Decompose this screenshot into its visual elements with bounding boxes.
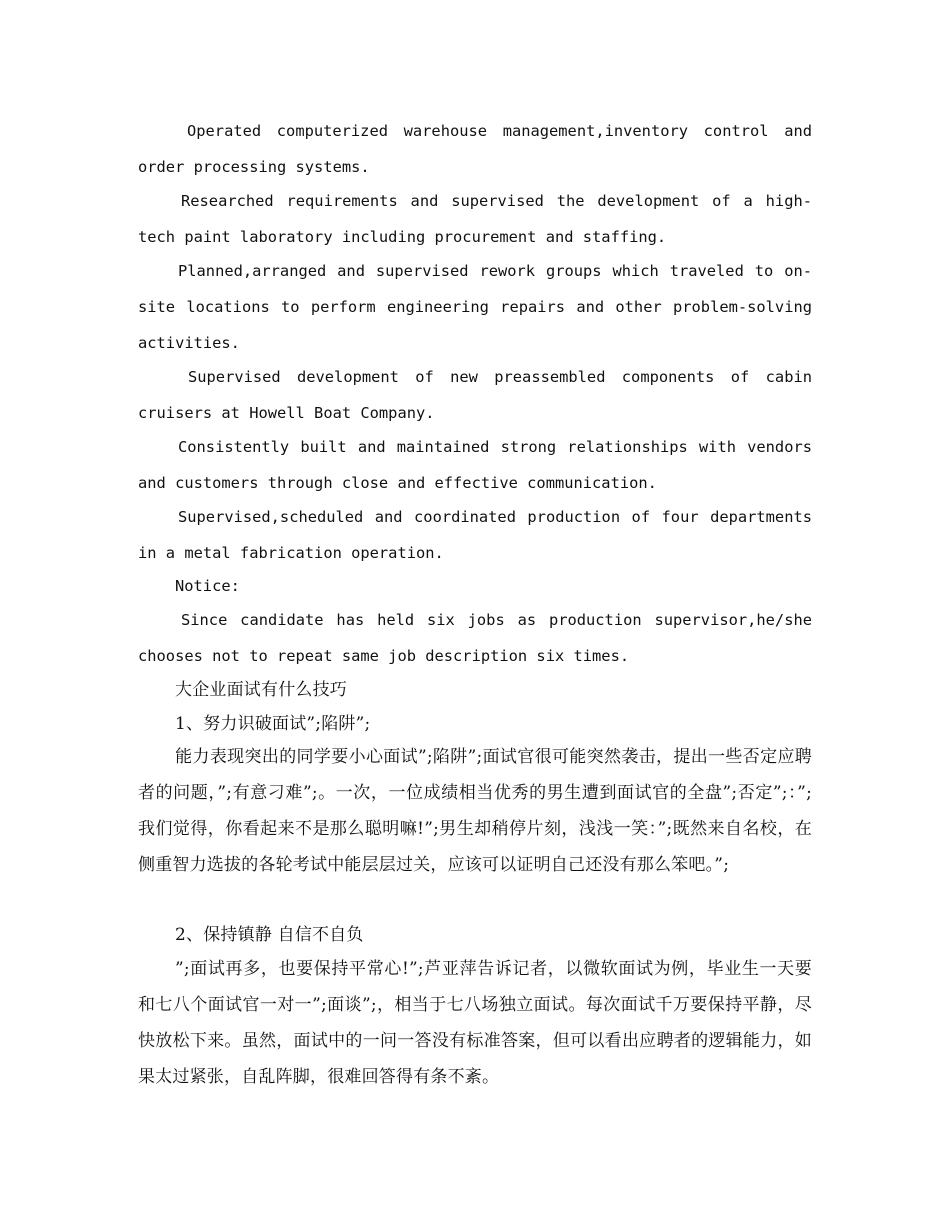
section-title (138, 672, 812, 708)
section-title-text: 大企业面试有什么技巧 (175, 680, 347, 700)
notice-body-text: Since candidate has held six jobs as production supervisor,he/she chooses not to repeat same job description six times. (138, 611, 812, 665)
notice-paragraph (138, 602, 812, 674)
tip-1-heading-text: 1、努力识破面试”;陷阱”; (175, 714, 371, 734)
tip-1-body-text: 能力表现突出的同学要小心面试”;陷阱”;面试官很可能突然袭击，提出一些否定应聘者的问题，”;有意刁难”;。一次，一位成绩相当优秀的男生遭到面试官的全盘”;否定”;：”;我们觉得，你看起来不是那么聪明嘛!”;男生却稍停片刻，浅浅一笑：”;既然来自名校，在侧重智力选拔的各轮考试中能层层过关，应该可以证明自己还没有那么笨吧。”; (138, 747, 812, 875)
tip-1-heading (138, 706, 812, 742)
tip-2-body (138, 951, 812, 1095)
tip-2-heading-text: 2、保持镇静 自信不自负 (175, 925, 364, 945)
experience-paragraph-2 (138, 183, 812, 255)
tip-2-heading (138, 917, 812, 953)
experience-paragraph-6 (138, 499, 812, 571)
experience-text-4: Supervised development of new preassembled components of cabin cruisers at Howell Boat Company. (138, 368, 812, 422)
tip-1-body (138, 739, 812, 883)
notice-label (138, 568, 812, 604)
experience-text-3: Planned,arranged and supervised rework groups which traveled to on-site locations to perform engineering repairs and other problem-solving activities. (138, 262, 812, 352)
experience-paragraph-5 (138, 429, 812, 501)
experience-text-2: Researched requirements and supervised the development of a high-tech paint laboratory including procurement and staffing. (138, 192, 812, 246)
experience-text-1: Operated computerized warehouse management,inventory control and order processing systems. (138, 122, 812, 176)
notice-text: Notice: (175, 577, 240, 595)
experience-paragraph-1 (138, 113, 812, 185)
experience-text-5: Consistently built and maintained strong relationships with vendors and customers through close and effective communication. (138, 438, 812, 492)
tip-2-body-text: ”;面试再多，也要保持平常心!”;芦亚萍告诉记者，以微软面试为例，毕业生一天要和七八个面试官一对一”;面谈”;，相当于七八场独立面试。每次面试千万要保持平静，尽快放松下来。虽然，面试中的一问一答没有标准答案，但可以看出应聘者的逻辑能力，如果太过紧张，自乱阵脚，很难回答得有条不紊。 (138, 959, 812, 1087)
experience-text-6: Supervised,scheduled and coordinated production of four departments in a metal fabrication operation. (138, 508, 812, 562)
experience-paragraph-4 (138, 359, 812, 431)
experience-paragraph-3 (138, 253, 812, 361)
